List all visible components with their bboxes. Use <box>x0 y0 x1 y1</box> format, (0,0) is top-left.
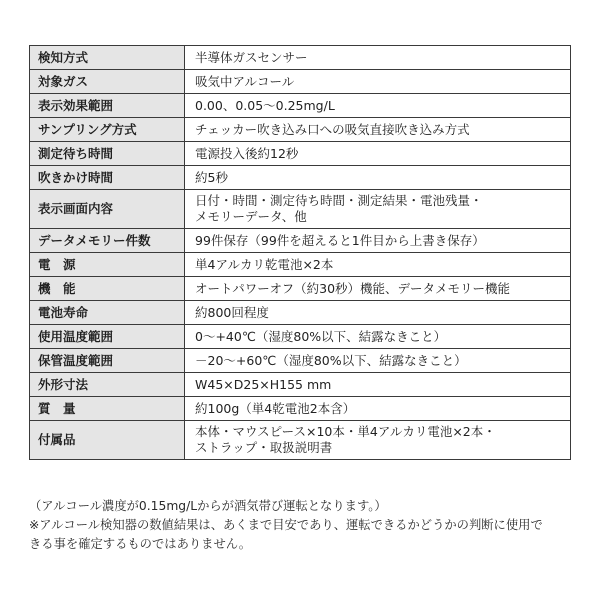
spec-label: 外形寸法 <box>30 373 185 397</box>
spec-value-line: 本体・マウスピース×10本・単4アルカリ電池×2本・ <box>195 424 496 439</box>
spec-value-line: 吸気中アルコール <box>195 73 295 89</box>
spec-label: 表示効果範囲 <box>30 94 185 118</box>
spec-value-line: 約100g（単4乾電池2本含） <box>195 400 356 416</box>
spec-label: 対象ガス <box>30 70 185 94</box>
spec-value <box>185 166 571 190</box>
spec-value <box>185 373 571 397</box>
spec-row <box>30 94 571 118</box>
spec-row <box>30 349 571 373</box>
spec-value-line: 日付・時間・測定待ち時間・測定結果・電池残量・ <box>195 193 483 208</box>
spec-value <box>185 301 571 325</box>
spec-value-line: チェッカー吹き込み口への吸気直接吹き込み方式 <box>195 121 470 137</box>
spec-row <box>30 118 571 142</box>
spec-value <box>185 277 571 301</box>
spec-label: 保管温度範囲 <box>30 349 185 373</box>
spec-table-body <box>30 46 571 460</box>
spec-value <box>185 142 571 166</box>
spec-value-line: 半導体ガスセンサー <box>195 49 308 65</box>
spec-label: 質 量 <box>30 397 185 421</box>
spec-value-line: 単4アルカリ乾電池×2本 <box>195 256 334 272</box>
spec-row <box>30 253 571 277</box>
spec-value <box>185 325 571 349</box>
spec-row <box>30 373 571 397</box>
note-line: きる事を確定するものではありません。 <box>29 537 252 551</box>
spec-label: 測定待ち時間 <box>30 142 185 166</box>
spec-label: データメモリー件数 <box>30 229 185 253</box>
spec-table <box>29 45 571 460</box>
spec-value-line: W45×D25×H155 mm <box>195 376 332 392</box>
spec-label: 吹きかけ時間 <box>30 166 185 190</box>
spec-value-line: －20～+60℃（湿度80%以下、結露なきこと） <box>195 352 467 368</box>
spec-value <box>185 421 571 460</box>
spec-value-line: ストラップ・取扱説明書 <box>195 440 333 455</box>
spec-row <box>30 397 571 421</box>
spec-value <box>185 397 571 421</box>
spec-row <box>30 70 571 94</box>
spec-value-line: 0～+40℃（湿度80%以下、結露なきこと） <box>195 328 447 344</box>
spec-label: 電 源 <box>30 253 185 277</box>
spec-label: 電池寿命 <box>30 301 185 325</box>
spec-value-line: オートパワーオフ（約30秒）機能、データメモリー機能 <box>195 280 511 296</box>
spec-value-line: メモリーデータ、他 <box>195 209 307 224</box>
spec-value <box>185 94 571 118</box>
spec-value <box>185 46 571 70</box>
spec-label: 表示画面内容 <box>30 190 185 229</box>
spec-value-line: 約800回程度 <box>195 304 269 320</box>
spec-row <box>30 46 571 70</box>
spec-row <box>30 325 571 349</box>
spec-value <box>185 70 571 94</box>
spec-value-line: 約5秒 <box>195 169 228 185</box>
spec-value <box>185 190 571 229</box>
spec-label: 使用温度範囲 <box>30 325 185 349</box>
spec-value <box>185 349 571 373</box>
spec-row <box>30 229 571 253</box>
spec-row <box>30 277 571 301</box>
spec-row <box>30 166 571 190</box>
spec-value <box>185 118 571 142</box>
spec-value <box>185 253 571 277</box>
spec-label: 付属品 <box>30 421 185 460</box>
notes <box>29 497 577 554</box>
spec-label: 機 能 <box>30 277 185 301</box>
spec-value-line: 電源投入後約12秒 <box>195 145 299 161</box>
spec-label: 検知方式 <box>30 46 185 70</box>
spec-value <box>185 229 571 253</box>
spec-row <box>30 190 571 229</box>
spec-row <box>30 421 571 460</box>
spec-value-line: 0.00、0.05～0.25mg/L <box>195 97 335 113</box>
spec-value-line: 99件保存（99件を超えると1件目から上書き保存） <box>195 232 485 248</box>
note-line: （アルコール濃度が0.15mg/Lからが酒気帯び運転となります。） <box>29 499 387 513</box>
note-line: ※アルコール検知器の数値結果は、あくまで目安であり、運転できるかどうかの判断に使用で <box>29 518 543 532</box>
spec-row <box>30 301 571 325</box>
spec-label: サンプリング方式 <box>30 118 185 142</box>
spec-row <box>30 142 571 166</box>
